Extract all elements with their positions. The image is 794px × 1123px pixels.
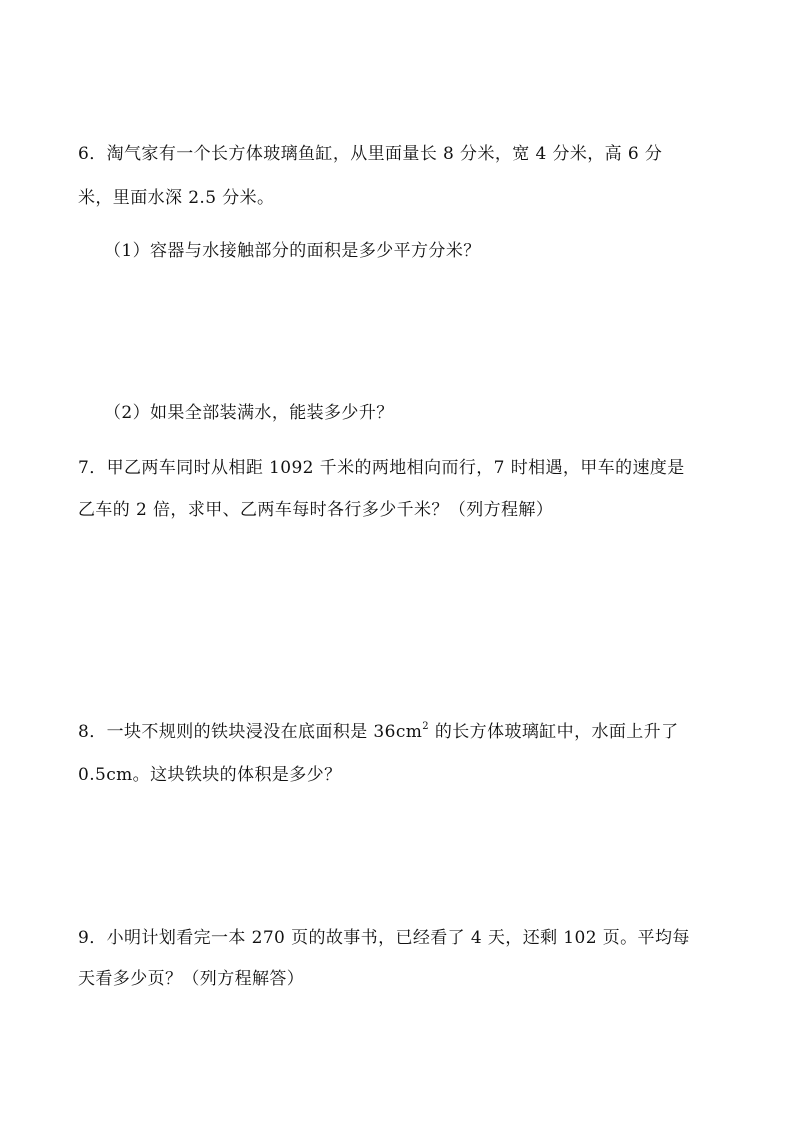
question-7-line-1: 7．甲乙两车同时从相距 1092 千米的两地相向而行，7 时相遇，甲车的速度是 <box>78 458 685 478</box>
question-8-text-after-exponent: 的长方体玻璃缸中，水面上升了 <box>429 722 679 742</box>
question-6-line-1: 6．淘气家有一个长方体玻璃鱼缸，从里面量长 8 分米，宽 4 分米，高 6 分 <box>78 144 663 164</box>
question-9-line-2: 天看多少页？（列方程解答） <box>78 969 305 989</box>
question-8-text-before-exponent: 8．一块不规则的铁块浸没在底面积是 36cm <box>78 722 423 742</box>
question-8-line-1 <box>0 721 794 743</box>
question-8-exponent: 2 <box>422 721 430 733</box>
question-6-subquestion-2: （2）如果全部装满水，能装多少升？ <box>104 403 394 423</box>
question-6-line-2: 米，里面水深 2.5 分米。 <box>78 188 275 208</box>
question-9-line-1: 9．小明计划看完一本 270 页的故事书，已经看了 4 天，还剩 102 页。平均每 <box>78 928 690 948</box>
question-6-subquestion-1: （1）容器与水接触部分的面积是多少平方分米？ <box>104 241 481 261</box>
question-8-line-2: 0.5cm。这块铁块的体积是多少？ <box>78 765 342 785</box>
question-7-line-2: 乙车的 2 倍，求甲、乙两车每时各行多少千米？（列方程解） <box>78 500 554 520</box>
